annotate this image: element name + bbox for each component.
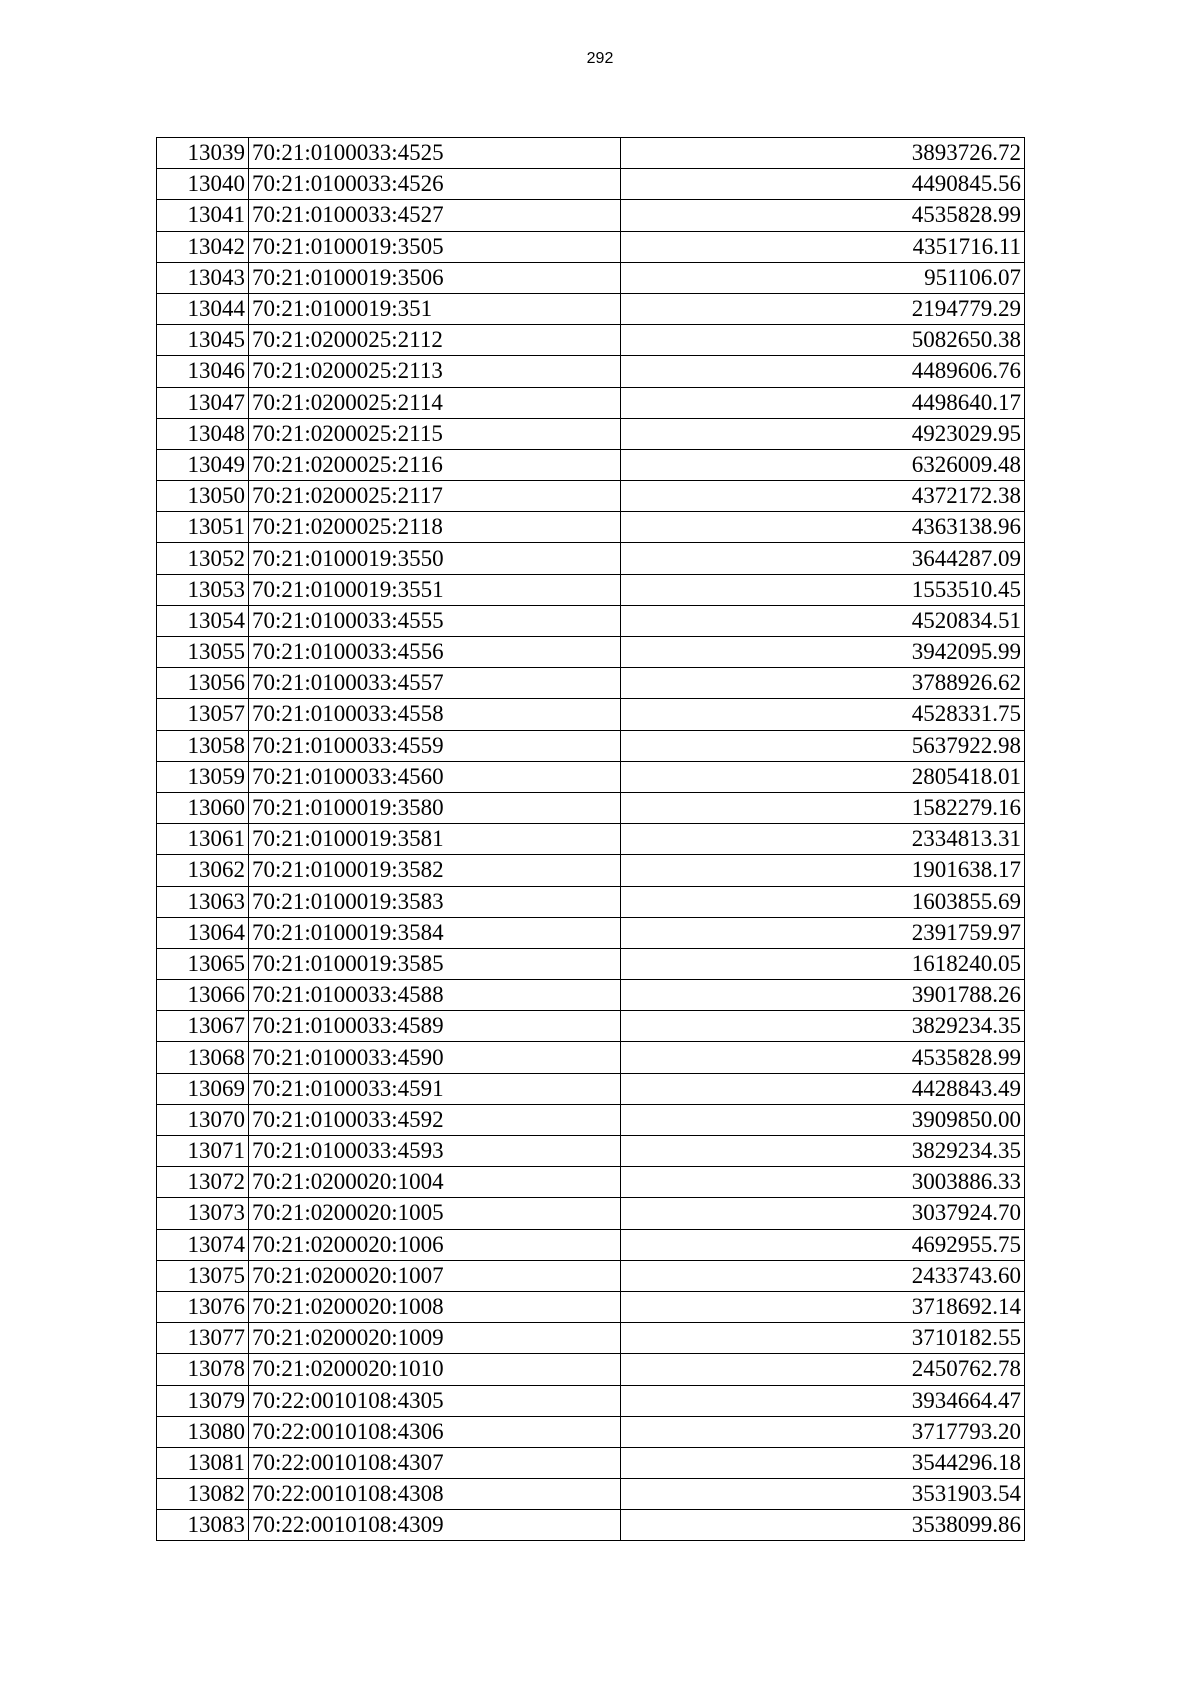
cadastral-value-cell: 3538099.86 — [621, 1510, 1025, 1541]
table-row — [157, 1042, 1025, 1073]
row-number-cell: 13052 — [157, 543, 249, 574]
table-row — [157, 325, 1025, 356]
cadastral-number-cell: 70:21:0100033:4556 — [249, 637, 621, 668]
row-number-cell: 13076 — [157, 1291, 249, 1322]
cadastral-number-cell: 70:21:0200025:2114 — [249, 387, 621, 418]
row-number-cell: 13065 — [157, 948, 249, 979]
cadastral-number-cell: 70:21:0200020:1010 — [249, 1354, 621, 1385]
cadastral-number-cell: 70:21:0100019:3585 — [249, 948, 621, 979]
cadastral-value-cell: 2194779.29 — [621, 293, 1025, 324]
row-number-cell: 13058 — [157, 730, 249, 761]
table-row — [157, 1385, 1025, 1416]
cadastral-number-cell: 70:21:0100033:4526 — [249, 169, 621, 200]
table-row — [157, 637, 1025, 668]
cadastral-number-cell: 70:21:0200025:2118 — [249, 512, 621, 543]
row-number-cell: 13073 — [157, 1198, 249, 1229]
cadastral-number-cell: 70:21:0100019:3584 — [249, 917, 621, 948]
cadastral-number-cell: 70:21:0100019:3506 — [249, 262, 621, 293]
cadastral-value-cell: 1603855.69 — [621, 886, 1025, 917]
row-number-cell: 13067 — [157, 1011, 249, 1042]
row-number-cell: 13040 — [157, 169, 249, 200]
cadastral-number-cell: 70:22:0010108:4307 — [249, 1447, 621, 1478]
cadastral-number-cell: 70:21:0100033:4589 — [249, 1011, 621, 1042]
table-row — [157, 605, 1025, 636]
cadastral-value-cell: 4490845.56 — [621, 169, 1025, 200]
cadastral-number-cell: 70:21:0200020:1007 — [249, 1260, 621, 1291]
row-number-cell: 13053 — [157, 574, 249, 605]
cadastral-number-cell: 70:21:0200020:1006 — [249, 1229, 621, 1260]
table-row — [157, 948, 1025, 979]
row-number-cell: 13042 — [157, 231, 249, 262]
cadastral-value-cell: 5637922.98 — [621, 730, 1025, 761]
cadastral-value-cell: 4489606.76 — [621, 356, 1025, 387]
row-number-cell: 13071 — [157, 1136, 249, 1167]
cadastral-value-cell: 4351716.11 — [621, 231, 1025, 262]
table-row — [157, 699, 1025, 730]
table-row — [157, 200, 1025, 231]
cadastral-number-cell: 70:21:0100033:4557 — [249, 668, 621, 699]
row-number-cell: 13057 — [157, 699, 249, 730]
table-row — [157, 512, 1025, 543]
table-row — [157, 761, 1025, 792]
cadastral-value-cell: 1582279.16 — [621, 792, 1025, 823]
table-row — [157, 574, 1025, 605]
row-number-cell: 13046 — [157, 356, 249, 387]
table-row — [157, 1167, 1025, 1198]
row-number-cell: 13039 — [157, 138, 249, 169]
table-row — [157, 886, 1025, 917]
cadastral-value-cell: 2805418.01 — [621, 761, 1025, 792]
cadastral-number-cell: 70:21:0100019:3583 — [249, 886, 621, 917]
cadastral-value-cell: 3893726.72 — [621, 138, 1025, 169]
cadastral-value-cell: 4528331.75 — [621, 699, 1025, 730]
row-number-cell: 13056 — [157, 668, 249, 699]
row-number-cell: 13062 — [157, 855, 249, 886]
table-row — [157, 1323, 1025, 1354]
cadastral-number-cell: 70:21:0100019:351 — [249, 293, 621, 324]
cadastral-number-cell: 70:22:0010108:4309 — [249, 1510, 621, 1541]
row-number-cell: 13061 — [157, 824, 249, 855]
row-number-cell: 13081 — [157, 1447, 249, 1478]
cadastral-value-cell: 1618240.05 — [621, 948, 1025, 979]
cadastral-number-cell: 70:21:0100033:4527 — [249, 200, 621, 231]
row-number-cell: 13055 — [157, 637, 249, 668]
row-number-cell: 13060 — [157, 792, 249, 823]
cadastral-value-cell: 4535828.99 — [621, 200, 1025, 231]
cadastral-value-cell: 3003886.33 — [621, 1167, 1025, 1198]
cadastre-value-table — [156, 137, 1025, 1541]
table-row — [157, 481, 1025, 512]
cadastral-value-cell: 2450762.78 — [621, 1354, 1025, 1385]
cadastral-value-cell: 3942095.99 — [621, 637, 1025, 668]
table-row — [157, 169, 1025, 200]
cadastral-number-cell: 70:21:0100033:4559 — [249, 730, 621, 761]
row-number-cell: 13054 — [157, 605, 249, 636]
row-number-cell: 13069 — [157, 1073, 249, 1104]
table-row — [157, 668, 1025, 699]
table-row — [157, 1260, 1025, 1291]
cadastral-value-cell: 3717793.20 — [621, 1416, 1025, 1447]
cadastral-value-cell: 3934664.47 — [621, 1385, 1025, 1416]
cadastral-value-cell: 3710182.55 — [621, 1323, 1025, 1354]
table-body — [157, 138, 1025, 1541]
row-number-cell: 13051 — [157, 512, 249, 543]
cadastral-value-cell: 3037924.70 — [621, 1198, 1025, 1229]
cadastral-number-cell: 70:21:0200025:2112 — [249, 325, 621, 356]
cadastral-number-cell: 70:21:0100033:4588 — [249, 980, 621, 1011]
table-row — [157, 138, 1025, 169]
row-number-cell: 13072 — [157, 1167, 249, 1198]
cadastral-value-cell: 3544296.18 — [621, 1447, 1025, 1478]
cadastral-number-cell: 70:21:0100033:4560 — [249, 761, 621, 792]
cadastral-number-cell: 70:21:0200025:2115 — [249, 418, 621, 449]
cadastral-number-cell: 70:21:0100019:3505 — [249, 231, 621, 262]
cadastral-value-cell: 4520834.51 — [621, 605, 1025, 636]
row-number-cell: 13064 — [157, 917, 249, 948]
cadastral-value-cell: 2391759.97 — [621, 917, 1025, 948]
row-number-cell: 13077 — [157, 1323, 249, 1354]
table-row — [157, 824, 1025, 855]
cadastral-value-cell: 4428843.49 — [621, 1073, 1025, 1104]
table-row — [157, 855, 1025, 886]
row-number-cell: 13049 — [157, 449, 249, 480]
row-number-cell: 13045 — [157, 325, 249, 356]
table-row — [157, 387, 1025, 418]
cadastral-number-cell: 70:21:0100019:3581 — [249, 824, 621, 855]
row-number-cell: 13066 — [157, 980, 249, 1011]
table-row — [157, 418, 1025, 449]
table-row — [157, 1011, 1025, 1042]
cadastral-value-cell: 951106.07 — [621, 262, 1025, 293]
cadastral-number-cell: 70:21:0100033:4590 — [249, 1042, 621, 1073]
row-number-cell: 13078 — [157, 1354, 249, 1385]
table-row — [157, 231, 1025, 262]
table-row — [157, 1198, 1025, 1229]
cadastral-number-cell: 70:21:0200020:1005 — [249, 1198, 621, 1229]
cadastral-value-cell: 1553510.45 — [621, 574, 1025, 605]
table-row — [157, 1510, 1025, 1541]
cadastral-number-cell: 70:21:0100019:3582 — [249, 855, 621, 886]
table-row — [157, 1136, 1025, 1167]
cadastral-value-cell: 3909850.00 — [621, 1104, 1025, 1135]
row-number-cell: 13074 — [157, 1229, 249, 1260]
cadastral-value-cell: 1901638.17 — [621, 855, 1025, 886]
row-number-cell: 13068 — [157, 1042, 249, 1073]
cadastral-value-cell: 5082650.38 — [621, 325, 1025, 356]
cadastral-value-cell: 4363138.96 — [621, 512, 1025, 543]
table-row — [157, 293, 1025, 324]
table-row — [157, 543, 1025, 574]
cadastral-number-cell: 70:21:0100019:3550 — [249, 543, 621, 574]
table-row — [157, 1354, 1025, 1385]
row-number-cell: 13070 — [157, 1104, 249, 1135]
table-row — [157, 1479, 1025, 1510]
table-row — [157, 1291, 1025, 1322]
row-number-cell: 13041 — [157, 200, 249, 231]
table-row — [157, 356, 1025, 387]
cadastral-value-cell: 4372172.38 — [621, 481, 1025, 512]
cadastral-number-cell: 70:21:0200025:2113 — [249, 356, 621, 387]
cadastral-value-cell: 4923029.95 — [621, 418, 1025, 449]
row-number-cell: 13047 — [157, 387, 249, 418]
row-number-cell: 13059 — [157, 761, 249, 792]
cadastral-value-cell: 3644287.09 — [621, 543, 1025, 574]
cadastral-value-cell: 3788926.62 — [621, 668, 1025, 699]
table-row — [157, 262, 1025, 293]
cadastral-number-cell: 70:21:0100033:4591 — [249, 1073, 621, 1104]
cadastral-number-cell: 70:21:0100033:4558 — [249, 699, 621, 730]
cadastral-number-cell: 70:21:0200025:2117 — [249, 481, 621, 512]
cadastral-value-cell: 3901788.26 — [621, 980, 1025, 1011]
cadastral-value-cell: 4692955.75 — [621, 1229, 1025, 1260]
cadastral-number-cell: 70:22:0010108:4305 — [249, 1385, 621, 1416]
cadastral-number-cell: 70:21:0100033:4592 — [249, 1104, 621, 1135]
cadastral-number-cell: 70:21:0100033:4525 — [249, 138, 621, 169]
cadastral-number-cell: 70:21:0200020:1008 — [249, 1291, 621, 1322]
row-number-cell: 13044 — [157, 293, 249, 324]
row-number-cell: 13079 — [157, 1385, 249, 1416]
cadastral-number-cell: 70:21:0100033:4555 — [249, 605, 621, 636]
row-number-cell: 13050 — [157, 481, 249, 512]
cadastral-value-cell: 3718692.14 — [621, 1291, 1025, 1322]
cadastral-number-cell: 70:21:0200025:2116 — [249, 449, 621, 480]
page-number: 292 — [586, 50, 614, 67]
row-number-cell: 13075 — [157, 1260, 249, 1291]
cadastral-number-cell: 70:21:0200020:1004 — [249, 1167, 621, 1198]
row-number-cell: 13063 — [157, 886, 249, 917]
table-row — [157, 1073, 1025, 1104]
cadastral-value-cell: 4498640.17 — [621, 387, 1025, 418]
cadastral-value-cell: 3829234.35 — [621, 1011, 1025, 1042]
row-number-cell: 13043 — [157, 262, 249, 293]
cadastral-number-cell: 70:22:0010108:4308 — [249, 1479, 621, 1510]
cadastral-value-cell: 3829234.35 — [621, 1136, 1025, 1167]
row-number-cell: 13083 — [157, 1510, 249, 1541]
row-number-cell: 13080 — [157, 1416, 249, 1447]
cadastral-number-cell: 70:21:0100019:3551 — [249, 574, 621, 605]
cadastral-number-cell: 70:22:0010108:4306 — [249, 1416, 621, 1447]
table-row — [157, 980, 1025, 1011]
cadastral-value-cell: 4535828.99 — [621, 1042, 1025, 1073]
table-row — [157, 792, 1025, 823]
table-row — [157, 1416, 1025, 1447]
row-number-cell: 13082 — [157, 1479, 249, 1510]
cadastral-value-cell: 2433743.60 — [621, 1260, 1025, 1291]
cadastral-number-cell: 70:21:0200020:1009 — [249, 1323, 621, 1354]
cadastral-value-cell: 6326009.48 — [621, 449, 1025, 480]
table-row — [157, 917, 1025, 948]
table-row — [157, 730, 1025, 761]
table-row — [157, 1447, 1025, 1478]
table-row — [157, 1229, 1025, 1260]
cadastral-value-cell: 2334813.31 — [621, 824, 1025, 855]
cadastral-number-cell: 70:21:0100019:3580 — [249, 792, 621, 823]
cadastral-value-cell: 3531903.54 — [621, 1479, 1025, 1510]
table-row — [157, 449, 1025, 480]
row-number-cell: 13048 — [157, 418, 249, 449]
table-row — [157, 1104, 1025, 1135]
cadastral-number-cell: 70:21:0100033:4593 — [249, 1136, 621, 1167]
